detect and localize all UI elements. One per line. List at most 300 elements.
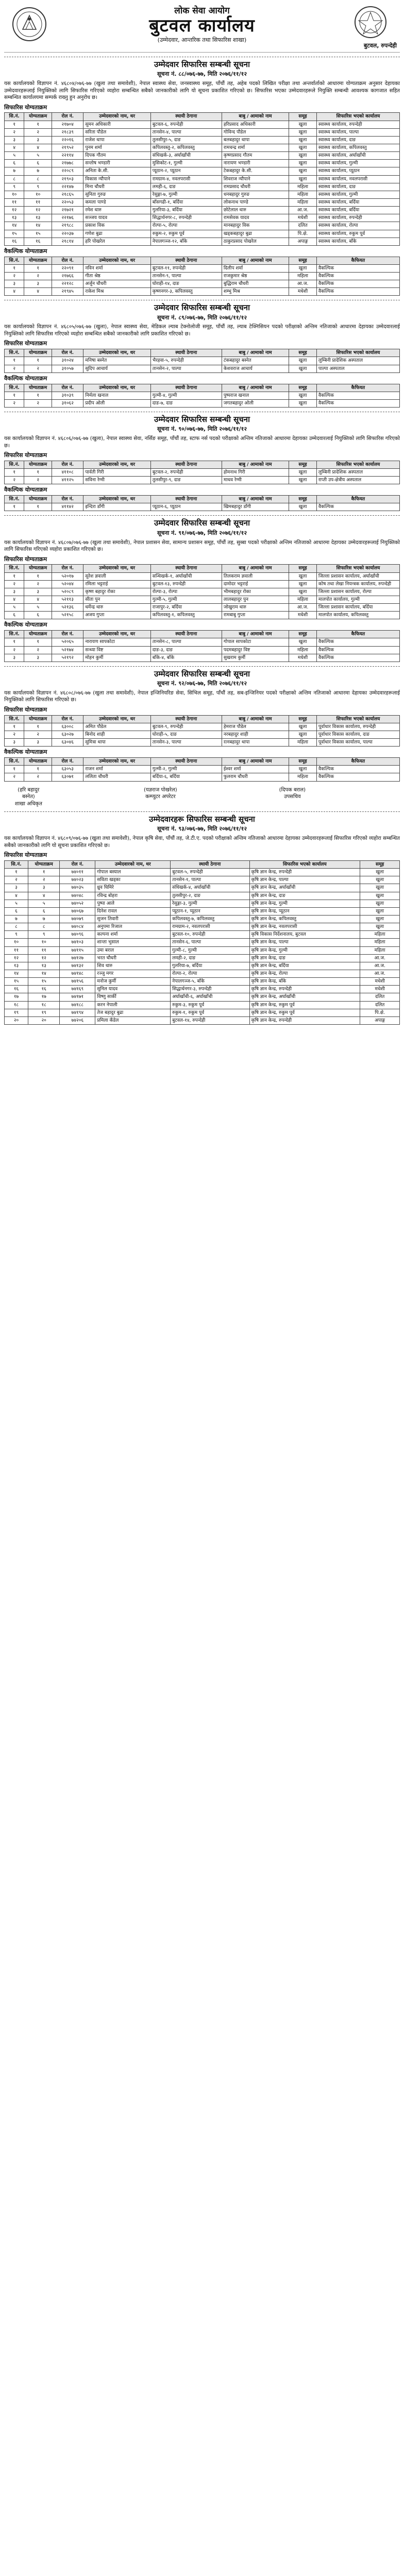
table-cell: शिव थारु [95, 962, 171, 970]
table-cell: १ [5, 264, 24, 272]
column-header: बाबु / आमाको नाम [222, 565, 289, 572]
table-cell: ७४१५६ [60, 978, 95, 986]
table-cell: २१७६६ [52, 272, 83, 280]
table-cell: ५ [24, 152, 52, 160]
table-row [5, 121, 400, 128]
table-cell: प्रदीप ओली [83, 399, 150, 407]
candidate-table [4, 495, 400, 511]
column-header: रोल नं. [52, 257, 83, 264]
notice-ref: सूचना नं. ९३/०७६-७७, मिति २०७६/११/१२ [157, 825, 247, 833]
table-cell: रामप्रसाद चौधरी [222, 183, 289, 191]
table-cell: १३ [5, 214, 24, 222]
table-row [5, 954, 400, 962]
table-cell: पूर्वाधार विकास कार्यालय, पाल्पा [316, 739, 399, 747]
candidate-table [4, 461, 400, 484]
table-row [5, 175, 400, 183]
table-cell: १ [5, 869, 28, 876]
table-cell: ८ [5, 175, 24, 183]
table-cell: जिल्ला प्रशासन कार्यालय, बर्दिया [316, 604, 399, 612]
table-cell: जिल्ला प्रशासन कार्यालय, अर्घाखाँची [316, 572, 399, 580]
column-header: रोल नं. [52, 565, 83, 572]
table-cell: ६३००८ [52, 723, 83, 731]
table-row [5, 230, 400, 238]
table-cell: कृषि ज्ञान केन्द्र, रुकुम पूर्व [249, 1001, 360, 1009]
column-header: योग्यताक्रम [24, 257, 52, 264]
column-header: बाबु / आमाको नाम [222, 496, 289, 503]
table-cell: गुलरिया-३, बर्दिया [150, 207, 222, 214]
table-cell: ध्रुव घिमिरे [95, 884, 171, 892]
column-header: रोल नं. [52, 384, 83, 392]
table-cell: बुटवल-६, रुपन्देही [150, 121, 222, 128]
column-header: समूह [289, 758, 317, 766]
table-cell: कृषि ज्ञान केन्द्र, बाँके [249, 978, 360, 986]
table-cell: कृषि ज्ञान केन्द्र, कपिलवस्तु [249, 916, 360, 923]
table-cell: खुला [289, 399, 317, 407]
table-row [5, 357, 400, 365]
table-cell: स्वास्थ्य कार्यालय, दाङ [316, 136, 399, 144]
notice-title: उम्मेदवार सिफारिस सम्बन्धी सूचना [4, 300, 400, 313]
column-header: योग्यताक्रम [28, 861, 60, 869]
table-cell: १ [24, 392, 52, 399]
table-cell: १ [24, 766, 52, 773]
table-cell: खुला [289, 469, 317, 477]
table-cell: ३ [24, 136, 52, 144]
column-header: सि.नं. [5, 257, 24, 264]
candidate-table [4, 257, 400, 296]
table-cell: ७ [5, 167, 24, 175]
table-cell: ३ [28, 884, 60, 892]
table-cell: ५२१३६ [52, 604, 83, 612]
table-cell: ११ [28, 946, 60, 954]
table-cell: ६ [5, 160, 24, 167]
table-cell: करन नेपाली [95, 1001, 171, 1009]
notice-paragraph: यस कार्यालयको विज्ञापन नं. ४६८०५/०७६-७७ (खुला), नेपाल स्वास्थ्य सेवा, मेडिकल ल्याब टेक्नोलोजी समूह, पाँचौं तह, ल्याब टेक्निसियन पदको परीक्षाको अन्तिम नतिजाको आधारमा देहायका उम्मेदवारलाई नियुक्तिको लागि सिफारिस गरिएको व्यहोरा सम्बन्धित सबैको जानकारीको लागि प्रकाशित गरिएको छ। [4, 324, 400, 337]
table-cell: २ [5, 477, 24, 484]
table-cell: मधेशी [289, 654, 317, 662]
table-cell: ४ [5, 596, 24, 603]
table-cell: दिनेश रावल [95, 907, 171, 915]
column-header: समूह [289, 461, 317, 468]
candidate-table [4, 630, 400, 662]
table-cell: कमला पाण्डे [83, 198, 150, 206]
table-cell: खुला [360, 884, 400, 892]
table-cell: ललिता चौधरी [83, 773, 150, 781]
table-cell: १७ [28, 993, 60, 1001]
table-cell: दलित [289, 222, 317, 230]
table-cell: आ.ज. [289, 604, 317, 612]
table-cell: १५ [5, 230, 24, 238]
table-cell: २ [24, 272, 52, 280]
column-header: स्थायी ठेगाना [150, 384, 222, 392]
table-cell: १४ [28, 970, 60, 977]
table-cell: १८ [5, 1001, 28, 1009]
candidate-table [4, 757, 400, 781]
table-cell: बुटवल-५, रुपन्देही [171, 869, 249, 876]
table-cell: २ [28, 876, 60, 884]
table-cell: रुकुम-२, रुकुम पूर्व [150, 230, 222, 238]
table-cell: तानसेन-६, पाल्पा [171, 939, 249, 946]
table-cell: तिलकराम ज्ञवाली [222, 572, 289, 580]
column-header: कैफियत [316, 496, 399, 503]
table-cell: धनबहादुर गुरुङ [222, 191, 289, 198]
table-row [5, 399, 400, 407]
table-cell: तानसेन-९, पाल्पा [150, 272, 222, 280]
recommendation-notice [4, 666, 400, 782]
column-header: उम्मेदवारको नाम, थर [83, 631, 150, 638]
table-cell: ७४०६७ [60, 907, 95, 915]
table-cell: केशवराज आचार्य [222, 365, 289, 372]
table-cell: महिला [289, 198, 317, 206]
column-header: सिफारिस भएको कार्यालय [316, 349, 399, 357]
table-cell: कृष्णनगर-३, कपिलवस्तु [150, 288, 222, 296]
table-cell: टंकबहादुर बस्नेत [222, 357, 289, 365]
table-cell: शम्भु मिश्र [222, 288, 289, 296]
column-header: सिफारिस भएको कार्यालय [316, 461, 399, 468]
table-cell: मालपोत कार्यालय, गुल्मी [316, 596, 399, 603]
table-row [5, 907, 400, 915]
table-cell: २ [5, 876, 28, 884]
table-cell: घोराही-५, दाङ [150, 731, 222, 739]
table-cell: २ [24, 580, 52, 588]
column-header: बाबु / आमाको नाम [222, 349, 289, 357]
table-cell: नारायण सापकोटा [83, 638, 150, 646]
table-cell: ४११२५ [52, 477, 83, 484]
table-cell: टेकबहादुर के.सी. [222, 167, 289, 175]
notice-title: उम्मेदवार सिफारिस सम्बन्धी सूचना [4, 515, 400, 528]
table-cell: हरिप्रसाद अधिकारी [222, 121, 289, 128]
signature-role: शाखा अधिकृत [14, 801, 42, 807]
column-header: बाबु / आमाको नाम [222, 384, 289, 392]
column-header: कैफियत [316, 384, 399, 392]
table-cell: २२०३७ [52, 230, 83, 238]
table-cell: ४ [28, 892, 60, 900]
table-cell: स्वास्थ्य कार्यालय, गुल्मी [316, 191, 399, 198]
table-cell: लमही-२, दाङ [171, 954, 249, 962]
table-cell: मालपोत कार्यालय, कपिलवस्तु [316, 612, 399, 619]
column-header: योग्यताक्रम [24, 715, 52, 723]
table-cell: उमा बराल [95, 946, 171, 954]
column-header: सि.नं. [5, 349, 24, 357]
table-cell: पि.क्षे. [360, 1009, 400, 1016]
table-cell: ३१०२४ [52, 357, 83, 365]
column-header: स्थायी ठेगाना [150, 631, 222, 638]
table-row [5, 773, 400, 781]
table-row [5, 978, 400, 986]
table-cell: २ [24, 399, 52, 407]
table-cell: राकेश मिश्र [83, 288, 150, 296]
table-cell: वैकल्पिक [316, 280, 399, 288]
column-header: रोल नं. [52, 758, 83, 766]
table-cell: ४ [24, 144, 52, 152]
table-cell: १५ [5, 978, 28, 986]
column-header: कैफियत [316, 257, 399, 264]
table-cell: खुला [289, 392, 317, 399]
table-label: सिफारिस योग्यताक्रम [4, 706, 47, 713]
office-name: बुटवल कार्यालय [149, 15, 255, 36]
table-cell: ९ [5, 183, 24, 191]
column-header: स्थायी ठेगाना [150, 461, 222, 468]
column-header: रोल नं. [52, 715, 83, 723]
column-header: रोल नं. [52, 349, 83, 357]
table-cell: कृषि ज्ञान केन्द्र, पाल्पा [249, 939, 360, 946]
table-cell: १४ [5, 970, 28, 977]
table-header-row [5, 715, 400, 723]
table-cell: नेपालगञ्ज-५, बाँके [171, 978, 249, 986]
table-cell: अपाङ्ग [360, 1016, 400, 1024]
table-row [5, 931, 400, 939]
column-header: सि.नं. [5, 758, 24, 766]
table-row [5, 739, 400, 747]
table-cell: १७ [5, 993, 28, 1001]
table-cell: खुला [289, 365, 317, 372]
table-cell: स्वास्थ्य कार्यालय, रोल्पा [316, 222, 399, 230]
table-cell: भरत चौधरी [95, 954, 171, 962]
table-cell: २१९०३ [52, 175, 83, 183]
table-cell: कृषि ज्ञान केन्द्र, दाङ [249, 892, 360, 900]
table-cell: ७ [5, 916, 28, 923]
table-cell: होमनाथ गिरी [222, 469, 289, 477]
table-cell: ४ [5, 288, 24, 296]
table-cell: २२०८९ [52, 167, 83, 175]
table-cell: १ [5, 469, 24, 477]
table-cell: लुम्बिनी प्रादेशिक अस्पताल [316, 357, 399, 365]
table-cell: वैकल्पिक [316, 503, 399, 511]
table-cell: विकास न्यौपाने [83, 175, 150, 183]
table-cell: १ [5, 392, 24, 399]
table-cell: आ.ज. [360, 954, 400, 962]
table-cell: माधव रेग्मी [222, 477, 289, 484]
table-cell: १३ [28, 962, 60, 970]
table-cell: गणेश बुढा [83, 230, 150, 238]
table-cell: वैकल्पिक [316, 288, 399, 296]
table-cell: १६ [5, 238, 24, 245]
table-cell: कपिलवस्तु-२, कपिलवस्तु [150, 144, 222, 152]
table-cell: वैकल्पिक [316, 638, 399, 646]
table-row [5, 477, 400, 484]
table-cell: मधेशी [289, 288, 317, 296]
table-header-row [5, 861, 400, 869]
table-cell: ७४०४८ [60, 892, 95, 900]
table-cell: ७४१३२ [60, 962, 95, 970]
column-header: योग्यताक्रम [24, 349, 52, 357]
table-cell: अर्घाखाँची-६, अर्घाखाँची [171, 993, 249, 1001]
notices-container [4, 57, 400, 782]
table-cell: पाल्पा अस्पताल [316, 365, 399, 372]
table-cell: स्वास्थ्य कार्यालय, प्यूठान [316, 167, 399, 175]
table-cell: खुला [289, 175, 317, 183]
notice-title: उम्मेदवार सिफारिस सम्बन्धी सूचना [4, 666, 400, 679]
table-cell: ७४१७१ [60, 993, 95, 1001]
table-cell: फुलराम चौधरी [222, 773, 289, 781]
table-cell: २१७७८ [52, 160, 83, 167]
table-header-row [5, 631, 400, 638]
table-cell: कोष तथा लेखा नियन्त्रक कार्यालय, रुपन्देही [316, 580, 399, 588]
table-cell: ५ [5, 152, 24, 160]
table-cell: संधिखर्क-३, अर्घाखाँची [150, 152, 222, 160]
table-cell: सविता खड्का [95, 876, 171, 884]
document-page [0, 0, 404, 1035]
table-cell: २१८६५ [52, 191, 83, 198]
table-cell: १० [24, 191, 52, 198]
table-cell: खुला [289, 477, 317, 484]
table-cell: १२ [28, 954, 60, 962]
table-cell: आ.ज. [289, 280, 317, 288]
signature-name: (यज्ञराज पोखरेल) [144, 787, 177, 793]
table-row [5, 654, 400, 662]
table-cell: खुला [289, 167, 317, 175]
table-cell: प्यूठान-२, प्यूठान [150, 167, 222, 175]
table-cell: स्वास्थ्य कार्यालय, रुकुम पूर्व [316, 230, 399, 238]
table-cell: कृष्णप्रसाद गौतम [222, 152, 289, 160]
table-cell: खुला [289, 766, 317, 773]
column-header: उम्मेदवारको नाम, थर [95, 861, 171, 869]
candidate-table [4, 112, 400, 245]
table-cell: सुमित्रा थापा [83, 739, 150, 747]
notice-title: उम्मेदवारहरू सिफारिस सम्बन्धी सूचना [4, 811, 400, 824]
table-cell: कृषि ज्ञान केन्द्र, नवलपरासी [249, 923, 360, 931]
table-cell: ९ [24, 183, 52, 191]
table-cell: भैरहवा-५, रुपन्देही [150, 357, 222, 365]
table-cell: कृषि ज्ञान केन्द्र, दाङ [249, 954, 360, 962]
table-cell: राजेश थापा [83, 136, 150, 144]
table-cell: ६ [5, 907, 28, 915]
table-cell: १३ [24, 214, 52, 222]
table-row [5, 214, 400, 222]
table-cell: वैकल्पिक [316, 392, 399, 399]
table-row [5, 946, 400, 954]
table-cell: दामोदर भट्टराई [222, 580, 289, 588]
table-label: सिफारिस योग्यताक्रम [4, 340, 47, 347]
column-header: स्थायी ठेगाना [150, 496, 222, 503]
table-row [5, 604, 400, 612]
table-header-row [5, 758, 400, 766]
table-cell: छोटेलाल थारु [222, 207, 289, 214]
table-cell: ६ [5, 612, 24, 619]
table-cell: ११ [5, 946, 28, 954]
table-cell: २२१४७ [52, 183, 83, 191]
table-cell: सिद्धार्थनगर-८, रुपन्देही [150, 214, 222, 222]
table-cell: २ [24, 365, 52, 372]
column-header: उम्मेदवारको नाम, थर [83, 565, 150, 572]
table-cell: गुल्मी-२, गुल्मी [150, 766, 222, 773]
table-cell: खुला [289, 136, 317, 144]
table-cell: कल्पना शर्मा [95, 931, 171, 939]
table-cell: २१९८८ [52, 222, 83, 230]
column-header: सि.नं. [5, 384, 24, 392]
table-cell: ४ [24, 596, 52, 603]
table-cell: महिला [289, 183, 317, 191]
table-cell: स्वास्थ्य कार्यालय, गुल्मी [316, 160, 399, 167]
table-cell: बुद्धिराम चौधरी [222, 280, 289, 288]
table-cell: मनोज कुर्मी [95, 978, 171, 986]
table-label: वैकल्पिक योग्यताक्रम [4, 749, 47, 756]
table-cell: गोविन्द पौडेल [222, 128, 289, 136]
table-cell: २१९४५ [52, 288, 83, 296]
table-cell: २२११४ [52, 152, 83, 160]
table-cell: खुला [360, 869, 400, 876]
table-row [5, 469, 400, 477]
table-cell: गुल्मी-५, गुल्मी [150, 596, 222, 603]
table-cell: ६ [24, 160, 52, 167]
column-header: स्थायी ठेगाना [150, 349, 222, 357]
table-row [5, 580, 400, 588]
table-cell: ७४०२३ [60, 876, 95, 884]
column-header: उम्मेदवारको नाम, थर [83, 257, 150, 264]
table-row [5, 939, 400, 946]
table-row [5, 588, 400, 596]
column-header: सि.नं. [5, 496, 24, 503]
table-cell: स्वास्थ्य कार्यालय, बर्दिया [316, 207, 399, 214]
column-header: रोल नं. [52, 461, 83, 468]
table-cell: कृषि विकास निर्देशनालय, बुटवल [249, 931, 360, 939]
table-cell: २२१२८ [52, 280, 83, 288]
table-cell: खुला [289, 572, 317, 580]
table-body [5, 869, 400, 1025]
signature-role: उपसचिव [284, 794, 301, 800]
table-cell: रेसुङ्गा-३, गुल्मी [171, 900, 249, 907]
table-cell: ९ [28, 931, 60, 939]
table-cell: १० [28, 939, 60, 946]
table-cell: २ [5, 365, 24, 372]
column-header: योग्यताक्रम [24, 496, 52, 503]
table-row [5, 869, 400, 876]
table-cell: २ [5, 646, 24, 654]
table-header-row [5, 565, 400, 572]
table-cell: २ [24, 731, 52, 739]
column-header: योग्यताक्रम [24, 758, 52, 766]
table-cell: कृषि ज्ञान केन्द्र, रुपन्देही [249, 1016, 360, 1024]
table-cell: ७४१२७ [60, 954, 95, 962]
table-cell: ३ [5, 884, 28, 892]
table-cell: राजकुमार श्रेष्ठ [222, 272, 289, 280]
table-cell: सुखराम कुर्मी [222, 654, 289, 662]
table-cell: कृषि ज्ञान केन्द्र, पाल्पा [249, 876, 360, 884]
table-cell: २१७०४ [52, 121, 83, 128]
table-cell: कृषि ज्ञान केन्द्र, रोल्पा [249, 970, 360, 977]
table-label: सिफारिस योग्यताक्रम [4, 104, 47, 111]
column-header: योग्यताक्रम [24, 631, 52, 638]
table-cell: स्वास्थ्य कार्यालय, बर्दिया [316, 198, 399, 206]
table-cell: महिला [360, 946, 400, 954]
table-cell: शान्ता भुसाल [95, 939, 171, 946]
table-cell: ५२१५८ [52, 612, 83, 619]
table-cell: बुटवल-१४, रुपन्देही [171, 1016, 249, 1024]
table-cell: दलित [360, 993, 400, 1001]
table-cell: ५२०४४ [52, 580, 83, 588]
table-cell: नेपालगञ्ज-१२, बाँके [150, 238, 222, 245]
table-cell: बिनोद शाही [83, 731, 150, 739]
table-cell: मुसिकोट-१, गुल्मी [150, 160, 222, 167]
table-cell: बुटवल-१०, रुपन्देही [171, 931, 249, 939]
table-row [5, 222, 400, 230]
table-cell: ८ [24, 175, 52, 183]
table-cell: आ.ज. [360, 970, 400, 977]
table-cell: खुला [360, 916, 400, 923]
table-label: सिफारिस योग्यताक्रम [4, 852, 47, 859]
table-row [5, 638, 400, 646]
column-header: समूह [289, 565, 317, 572]
table-cell: १ [28, 869, 60, 876]
notice-paragraph: यस कार्यालयको विज्ञापन नं. ४६८०४/०७६-७७ (खुला तथा समावेशी), नेपाल स्वास्थ्य सेवा, जनस्वास्थ्य समूह, पाँचौं तह, अहेब पदको लिखित परीक्षा तथा अन्तर्वार्ताको आधारमा योग्यताक्रम अनुसार देहायका उम्मेदवारहरूलाई नियुक्तिको लागि सिफारिस गरिएको व्यहोरा सम्बन्धित सबैको जानकारीको लागि यो सूचना प्रकाशित गरिएको छ। सिफारिस भएका उम्मेदवारहरूले नियुक्ति सम्बन्धी आवश्यक कागजात सहित सम्बन्धित कार्यालयमा सम्पर्क राख्नु हुन अनुरोध छ। [4, 81, 400, 101]
table-cell: राजन शर्मा [83, 766, 150, 773]
signature-1 [11, 787, 129, 808]
table-cell: नारायण भण्डारी [222, 160, 289, 167]
table-cell: पदमबहादुर विष्ट [222, 646, 289, 654]
column-header: योग्यताक्रम [24, 113, 52, 121]
table-cell: सुनिता गुरुङ [83, 191, 150, 198]
table-cell: वैकल्पिक [316, 399, 399, 407]
table-cell: तुलसीपुर-५, दाङ [150, 136, 222, 144]
